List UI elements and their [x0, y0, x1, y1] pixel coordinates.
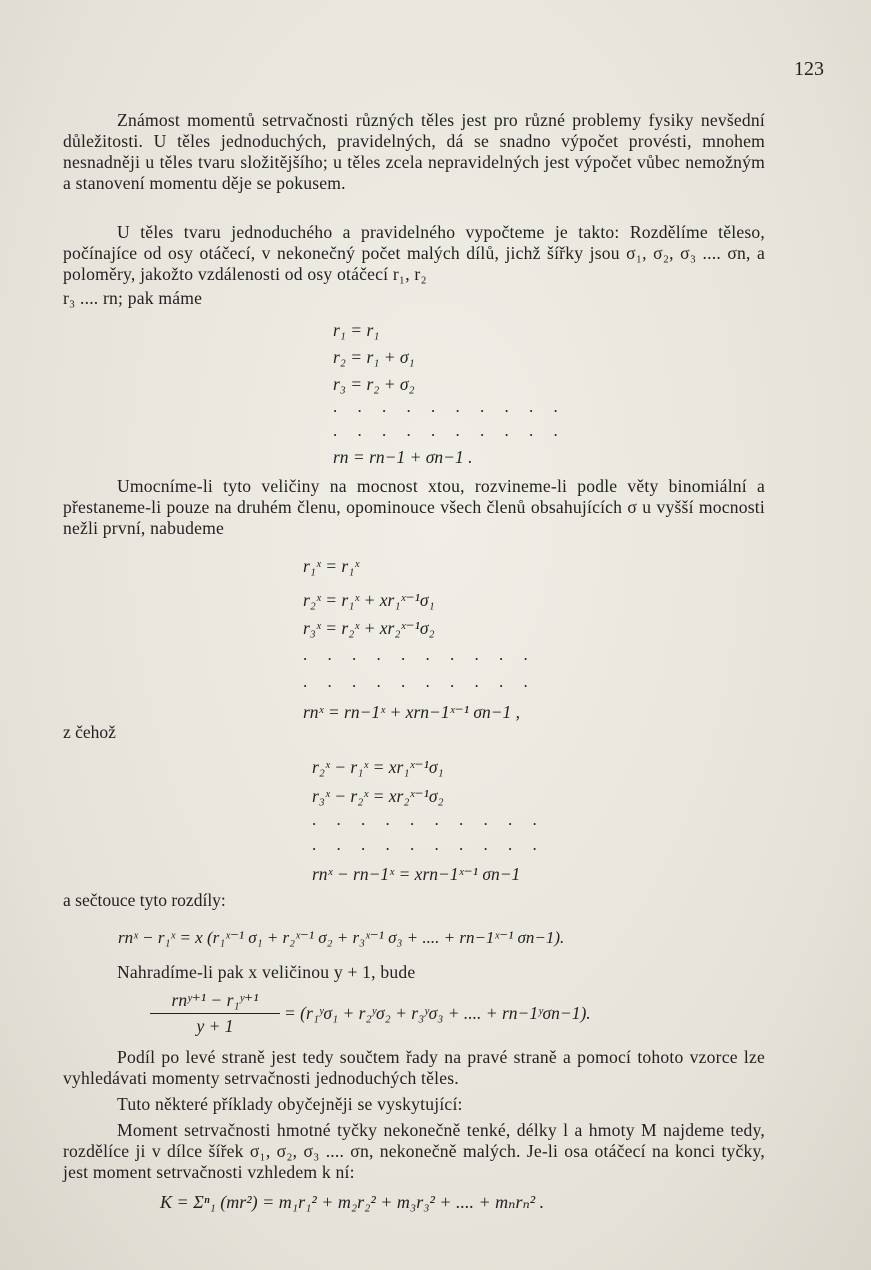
dots-row: . . . . . . . . . .: [303, 645, 536, 664]
dots-row: . . . . . . . . . .: [312, 810, 545, 829]
paragraph-method: U těles tvaru jednoduchého a pravidelného vypočteme je takto: Rozdělíme těleso, počínajíce od osy otáčecí, v nekonečný počet malých dílů, jichž šířky jsou σ₁, σ₂, σ₃ .... σn, a poloměry, jakožto vzdálenosti od osy otáčecí r₁, r₂: [63, 222, 765, 284]
fraction-numerator: rnʸ⁺¹ − r₁ʸ⁺¹: [171, 990, 259, 1010]
equation-diff-2: r₂ˣ − r₁ˣ = xr₁ˣ⁻¹σ₁: [312, 757, 444, 777]
equation-diff-n: rnˣ − rn−1ˣ = xrn−1ˣ⁻¹ σn−1: [312, 864, 521, 884]
equation-power-r2: r₂ˣ = r₁ˣ + xr₁ˣ⁻¹σ₁: [303, 590, 435, 610]
equation-rn: rn = rn−1 + σn−1 .: [333, 447, 473, 467]
paragraph-rod: Moment setrvačnosti hmotné tyčky nekonečně tenké, délky l a hmoty M najdeme tedy, rozdělíce ji v dílce šířek σ₁, σ₂, σ₃ .... σn, nekonečně malých. Je-li osa otáčecí na konci tyčky, jest moment setrvačnosti vzhledem k ní:: [63, 1120, 765, 1182]
label-sectouce: a sečtouce tyto rozdíly:: [63, 890, 226, 910]
paragraph-quotient: Podíl po levé straně jest tedy součtem řady na pravé straně a pomocí tohoto vzorce lze vyhledávati momenty setrvačnosti jednoduchých těles.: [63, 1047, 765, 1088]
equation-r1: r₁ = r₁: [333, 320, 380, 340]
equation-sum: rnˣ − r₁ˣ = x (r₁ˣ⁻¹ σ₁ + r₂ˣ⁻¹ σ₂ + r₃ˣ⁻¹ σ₃ + .... + rn−1ˣ⁻¹ σn−1).: [118, 928, 565, 947]
paragraph-binomial: Umocníme-li tyto veličiny na mocnost xtou, rozvineme-li podle věty binomiální a přestaneme-li pouze na druhém členu, opominouce všech členů obsahujících σ u vyšší mocnosti nežli první, nabudeme: [63, 476, 765, 538]
paragraph-examples: Tuto některé příklady obyčejněji se vyskytující:: [117, 1094, 463, 1114]
equation-power-r1: r₁ˣ = r₁ˣ: [303, 556, 360, 576]
dots-row: . . . . . . . . . .: [312, 835, 545, 854]
equation-diff-3: r₃ˣ − r₂ˣ = xr₂ˣ⁻¹σ₂: [312, 786, 444, 806]
dots-row: . . . . . . . . . .: [333, 421, 566, 440]
paragraph-substitute: Nahradíme-li pak x veličinou y + 1, bude: [117, 962, 416, 982]
fraction-denominator: y + 1: [196, 1016, 234, 1036]
paragraph-intro: Známost momentů setrvačnosti různých těles jest pro různé problemy fysiky nevšední důležitosti. U těles jednoduchých, pravidelných, dá se snadno výpočet provésti, mnohem nesnadněji u těles tvaru složitějšího; u těles zcela nepravidelných jest výpočet vůbec nemožným a stanovení momentu děje se pokusem.: [63, 110, 765, 193]
dots-row: . . . . . . . . . .: [333, 397, 566, 416]
equation-moment: K = Σⁿ₁ (mr²) = m₁r₁² + m₂r₂² + m₃r₃² + .... + mₙrₙ² .: [160, 1192, 545, 1212]
equation-r2: r₂ = r₁ + σ₁: [333, 347, 415, 367]
page-number: 123: [794, 58, 824, 80]
label-z-cehoz: z čehož: [63, 722, 116, 742]
paragraph-method-end: r₃ .... rn; pak máme: [63, 288, 203, 308]
dots-row: . . . . . . . . . .: [303, 672, 536, 691]
equation-power-r3: r₃ˣ = r₂ˣ + xr₂ˣ⁻¹σ₂: [303, 618, 435, 638]
equation-fraction-rhs: = (r₁ʸσ₁ + r₂ʸσ₂ + r₃ʸσ₃ + .... + rn−1ʸσn−1).: [284, 1003, 591, 1023]
equation-r3: r₃ = r₂ + σ₂: [333, 374, 415, 394]
fraction-bar: [150, 1013, 280, 1014]
fraction: [150, 990, 280, 1037]
equation-power-rn: rnˣ = rn−1ˣ + xrn−1ˣ⁻¹ σn−1 ,: [303, 702, 521, 722]
